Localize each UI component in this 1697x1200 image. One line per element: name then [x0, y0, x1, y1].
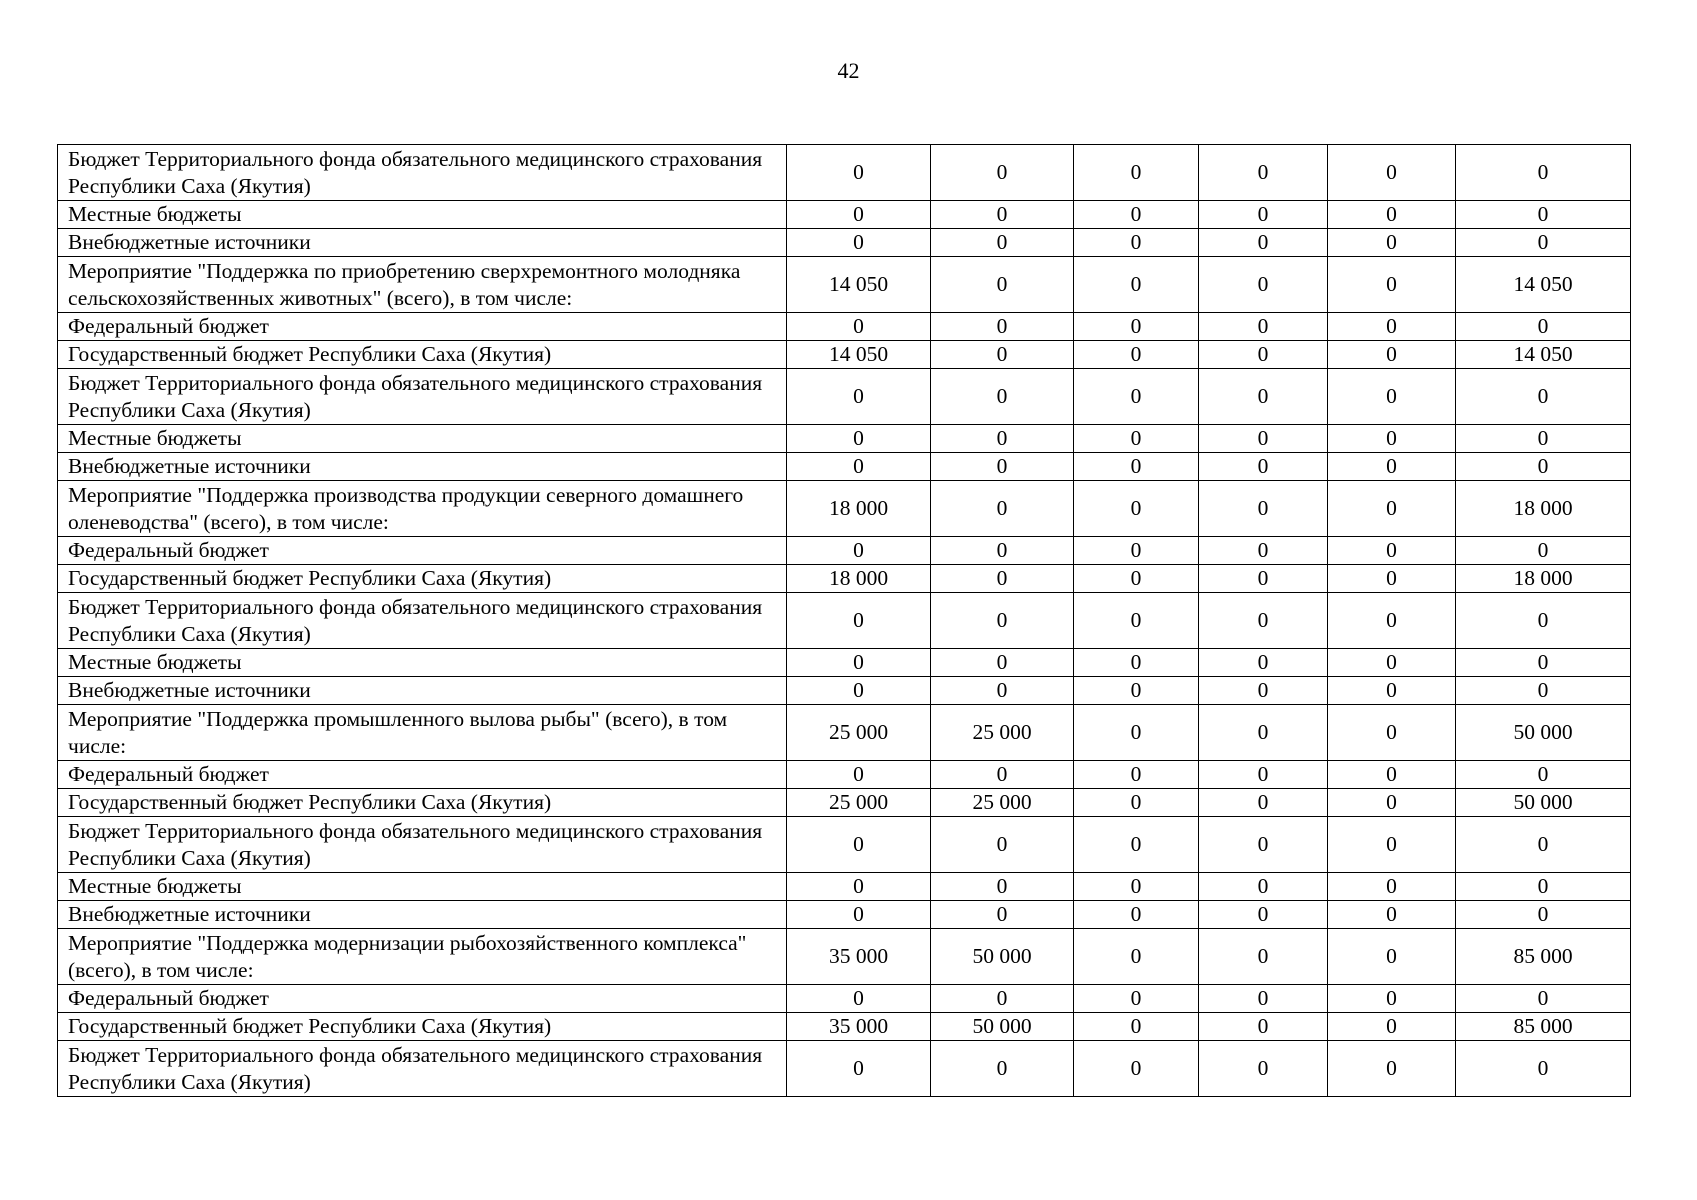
row-label: Мероприятие "Поддержка промышленного вылова рыбы" (всего), в том числе:	[58, 705, 787, 761]
value-cell: 0	[1456, 817, 1631, 873]
value-cell: 0	[1328, 481, 1456, 537]
value-cell: 0	[787, 985, 931, 1013]
value-cell: 0	[1328, 873, 1456, 901]
value-cell: 0	[787, 537, 931, 565]
table-row	[58, 677, 1631, 705]
table-row	[58, 481, 1631, 537]
value-cell: 0	[1328, 201, 1456, 229]
value-cell: 0	[1456, 1041, 1631, 1097]
value-cell: 0	[787, 593, 931, 649]
value-cell: 0	[1074, 341, 1199, 369]
value-cell: 0	[931, 313, 1074, 341]
value-cell: 0	[1199, 257, 1328, 313]
table-row	[58, 257, 1631, 313]
value-cell: 50 000	[931, 929, 1074, 985]
value-cell: 0	[1074, 145, 1199, 201]
value-cell: 0	[1199, 201, 1328, 229]
value-cell: 0	[1199, 873, 1328, 901]
value-cell: 0	[1456, 985, 1631, 1013]
value-cell: 0	[1199, 761, 1328, 789]
row-label: Государственный бюджет Республики Саха (Якутия)	[58, 341, 787, 369]
value-cell: 0	[1199, 1013, 1328, 1041]
value-cell: 18 000	[1456, 565, 1631, 593]
row-label: Бюджет Территориального фонда обязательного медицинского страхования Республики Саха (Якутия)	[58, 1041, 787, 1097]
value-cell: 85 000	[1456, 1013, 1631, 1041]
value-cell: 0	[787, 229, 931, 257]
value-cell: 0	[1456, 313, 1631, 341]
value-cell: 0	[1199, 425, 1328, 453]
row-label: Мероприятие "Поддержка производства продукции северного домашнего оленеводства" (всего), в том числе:	[58, 481, 787, 537]
value-cell: 0	[1328, 649, 1456, 677]
value-cell: 0	[1328, 425, 1456, 453]
value-cell: 0	[1456, 425, 1631, 453]
value-cell: 0	[1199, 593, 1328, 649]
value-cell: 0	[931, 453, 1074, 481]
value-cell: 0	[931, 677, 1074, 705]
value-cell: 0	[1074, 453, 1199, 481]
value-cell: 0	[1074, 565, 1199, 593]
value-cell: 0	[1199, 313, 1328, 341]
value-cell: 0	[931, 985, 1074, 1013]
value-cell: 0	[1456, 593, 1631, 649]
value-cell: 0	[1199, 1041, 1328, 1097]
value-cell: 0	[787, 145, 931, 201]
value-cell: 0	[1074, 257, 1199, 313]
value-cell: 0	[1328, 761, 1456, 789]
value-cell: 0	[1328, 453, 1456, 481]
value-cell: 0	[1199, 145, 1328, 201]
value-cell: 0	[1199, 341, 1328, 369]
value-cell: 0	[1456, 649, 1631, 677]
value-cell: 0	[1328, 537, 1456, 565]
value-cell: 0	[1456, 761, 1631, 789]
value-cell: 0	[931, 341, 1074, 369]
value-cell: 0	[1074, 593, 1199, 649]
table-row	[58, 985, 1631, 1013]
value-cell: 18 000	[787, 481, 931, 537]
value-cell: 0	[931, 257, 1074, 313]
table-row	[58, 341, 1631, 369]
row-label: Внебюджетные источники	[58, 901, 787, 929]
value-cell: 0	[1074, 985, 1199, 1013]
value-cell: 35 000	[787, 1013, 931, 1041]
value-cell: 35 000	[787, 929, 931, 985]
value-cell: 0	[1199, 649, 1328, 677]
value-cell: 0	[1074, 229, 1199, 257]
row-label: Местные бюджеты	[58, 201, 787, 229]
value-cell: 0	[1074, 481, 1199, 537]
value-cell: 0	[787, 313, 931, 341]
value-cell: 0	[1328, 1013, 1456, 1041]
row-label: Бюджет Территориального фонда обязательного медицинского страхования Республики Саха (Якутия)	[58, 369, 787, 425]
value-cell: 0	[1199, 229, 1328, 257]
row-label: Федеральный бюджет	[58, 537, 787, 565]
value-cell: 0	[1328, 229, 1456, 257]
value-cell: 0	[931, 649, 1074, 677]
table-row	[58, 565, 1631, 593]
value-cell: 0	[787, 425, 931, 453]
value-cell: 0	[931, 817, 1074, 873]
row-label: Местные бюджеты	[58, 873, 787, 901]
value-cell: 0	[1199, 453, 1328, 481]
value-cell: 0	[1456, 229, 1631, 257]
value-cell: 0	[1199, 817, 1328, 873]
value-cell: 0	[787, 1041, 931, 1097]
table-row	[58, 369, 1631, 425]
value-cell: 0	[1074, 789, 1199, 817]
value-cell: 25 000	[787, 789, 931, 817]
value-cell: 0	[787, 453, 931, 481]
value-cell: 0	[1199, 481, 1328, 537]
table-row	[58, 593, 1631, 649]
value-cell: 0	[1074, 201, 1199, 229]
value-cell: 18 000	[787, 565, 931, 593]
value-cell: 50 000	[1456, 789, 1631, 817]
value-cell: 0	[1074, 313, 1199, 341]
row-label: Государственный бюджет Республики Саха (Якутия)	[58, 565, 787, 593]
table-row	[58, 761, 1631, 789]
page-number: 42	[837, 58, 860, 83]
value-cell: 0	[1199, 789, 1328, 817]
value-cell: 0	[931, 229, 1074, 257]
value-cell: 0	[787, 873, 931, 901]
value-cell: 0	[1328, 257, 1456, 313]
value-cell: 0	[1074, 369, 1199, 425]
row-label: Мероприятие "Поддержка по приобретению сверхремонтного молодняка сельскохозяйственных животных" (всего), в том числе:	[58, 257, 787, 313]
value-cell: 0	[1456, 677, 1631, 705]
value-cell: 0	[1074, 649, 1199, 677]
value-cell: 0	[1328, 313, 1456, 341]
value-cell: 0	[1456, 453, 1631, 481]
value-cell: 0	[1074, 873, 1199, 901]
value-cell: 0	[1074, 761, 1199, 789]
value-cell: 0	[931, 481, 1074, 537]
value-cell: 14 050	[1456, 341, 1631, 369]
value-cell: 0	[931, 901, 1074, 929]
value-cell: 0	[1199, 985, 1328, 1013]
value-cell: 0	[1328, 789, 1456, 817]
value-cell: 0	[1074, 1041, 1199, 1097]
value-cell: 0	[931, 593, 1074, 649]
value-cell: 0	[931, 537, 1074, 565]
value-cell: 25 000	[931, 705, 1074, 761]
value-cell: 0	[1456, 873, 1631, 901]
row-label: Бюджет Территориального фонда обязательного медицинского страхования Республики Саха (Якутия)	[58, 817, 787, 873]
value-cell: 0	[931, 145, 1074, 201]
value-cell: 0	[1199, 677, 1328, 705]
value-cell: 0	[931, 369, 1074, 425]
row-label: Внебюджетные источники	[58, 677, 787, 705]
value-cell: 25 000	[931, 789, 1074, 817]
value-cell: 0	[1328, 929, 1456, 985]
value-cell: 0	[787, 817, 931, 873]
value-cell: 0	[787, 677, 931, 705]
value-cell: 0	[931, 1041, 1074, 1097]
value-cell: 0	[1456, 901, 1631, 929]
value-cell: 0	[1199, 565, 1328, 593]
value-cell: 0	[1199, 369, 1328, 425]
table-row	[58, 453, 1631, 481]
value-cell: 0	[1328, 565, 1456, 593]
table-row	[58, 873, 1631, 901]
value-cell: 0	[1456, 369, 1631, 425]
value-cell: 0	[1328, 817, 1456, 873]
row-label: Бюджет Территориального фонда обязательного медицинского страхования Республики Саха (Якутия)	[58, 145, 787, 201]
table-row	[58, 817, 1631, 873]
value-cell: 0	[1328, 677, 1456, 705]
value-cell: 0	[1328, 369, 1456, 425]
value-cell: 0	[1328, 901, 1456, 929]
value-cell: 0	[787, 761, 931, 789]
row-label: Внебюджетные источники	[58, 453, 787, 481]
table-row	[58, 929, 1631, 985]
value-cell: 0	[787, 649, 931, 677]
value-cell: 0	[1328, 1041, 1456, 1097]
value-cell: 0	[1074, 901, 1199, 929]
row-label: Федеральный бюджет	[58, 761, 787, 789]
value-cell: 0	[1328, 341, 1456, 369]
value-cell: 0	[1199, 537, 1328, 565]
value-cell: 0	[1074, 817, 1199, 873]
value-cell: 0	[931, 201, 1074, 229]
row-label: Федеральный бюджет	[58, 985, 787, 1013]
table-row	[58, 313, 1631, 341]
table-row	[58, 1013, 1631, 1041]
table-row	[58, 649, 1631, 677]
budget-table	[57, 144, 1631, 1097]
value-cell: 0	[1074, 705, 1199, 761]
value-cell: 25 000	[787, 705, 931, 761]
value-cell: 0	[931, 761, 1074, 789]
row-label: Государственный бюджет Республики Саха (Якутия)	[58, 789, 787, 817]
value-cell: 0	[787, 901, 931, 929]
value-cell: 0	[787, 369, 931, 425]
value-cell: 0	[1074, 1013, 1199, 1041]
row-label: Местные бюджеты	[58, 425, 787, 453]
row-label: Внебюджетные источники	[58, 229, 787, 257]
table-row	[58, 201, 1631, 229]
value-cell: 0	[1199, 705, 1328, 761]
value-cell: 0	[1328, 145, 1456, 201]
table-row	[58, 1041, 1631, 1097]
value-cell: 0	[1328, 985, 1456, 1013]
value-cell: 0	[1074, 537, 1199, 565]
value-cell: 0	[1074, 425, 1199, 453]
table-row	[58, 901, 1631, 929]
value-cell: 0	[1074, 677, 1199, 705]
budget-table-body	[58, 145, 1631, 1097]
value-cell: 14 050	[1456, 257, 1631, 313]
table-row	[58, 145, 1631, 201]
value-cell: 0	[1199, 929, 1328, 985]
table-row	[58, 705, 1631, 761]
value-cell: 0	[931, 873, 1074, 901]
table-row	[58, 789, 1631, 817]
value-cell: 0	[1456, 201, 1631, 229]
value-cell: 14 050	[787, 341, 931, 369]
value-cell: 85 000	[1456, 929, 1631, 985]
value-cell: 0	[1456, 145, 1631, 201]
value-cell: 14 050	[787, 257, 931, 313]
value-cell: 0	[1199, 901, 1328, 929]
table-row	[58, 425, 1631, 453]
value-cell: 0	[1328, 705, 1456, 761]
row-label: Бюджет Территориального фонда обязательного медицинского страхования Республики Саха (Якутия)	[58, 593, 787, 649]
value-cell: 0	[931, 565, 1074, 593]
row-label: Мероприятие "Поддержка модернизации рыбохозяйственного комплекса" (всего), в том числе:	[58, 929, 787, 985]
value-cell: 0	[787, 201, 931, 229]
row-label: Местные бюджеты	[58, 649, 787, 677]
value-cell: 0	[931, 425, 1074, 453]
value-cell: 0	[1328, 593, 1456, 649]
table-row	[58, 537, 1631, 565]
value-cell: 50 000	[1456, 705, 1631, 761]
table-row	[58, 229, 1631, 257]
row-label: Государственный бюджет Республики Саха (Якутия)	[58, 1013, 787, 1041]
value-cell: 18 000	[1456, 481, 1631, 537]
value-cell: 50 000	[931, 1013, 1074, 1041]
row-label: Федеральный бюджет	[58, 313, 787, 341]
value-cell: 0	[1456, 537, 1631, 565]
value-cell: 0	[1074, 929, 1199, 985]
